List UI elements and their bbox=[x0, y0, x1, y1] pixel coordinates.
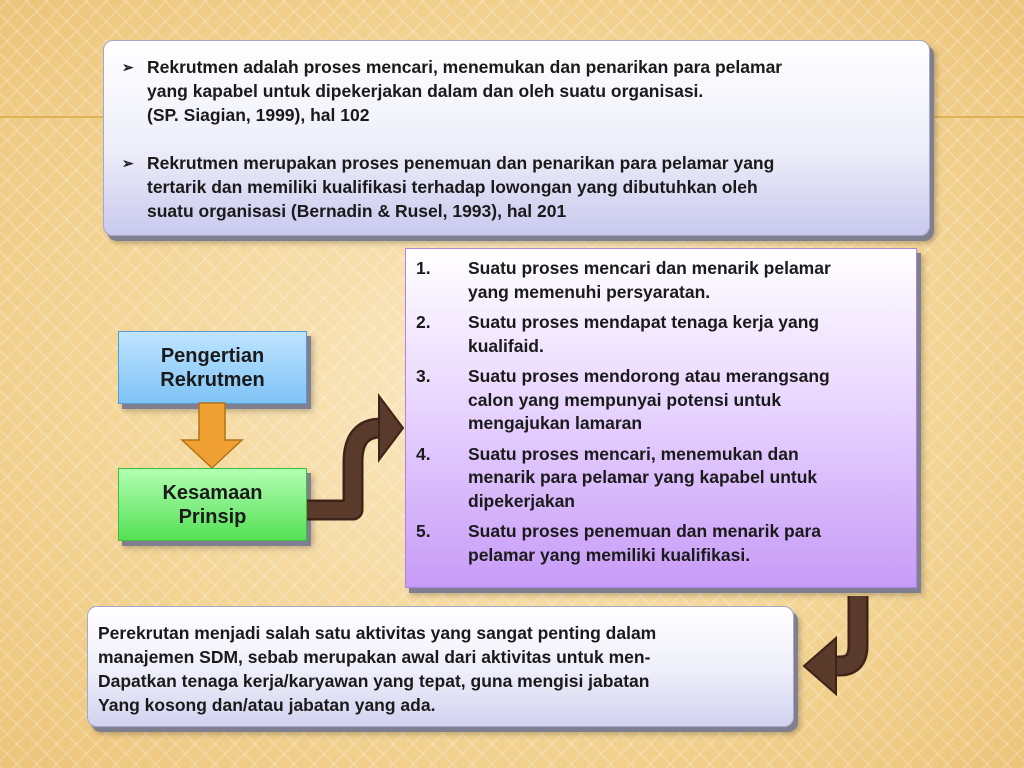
concept-label: Rekrutmen bbox=[160, 368, 265, 391]
list-item bbox=[416, 311, 906, 358]
bullet-arrow-icon: ➢ bbox=[122, 155, 134, 171]
list-item-line: menarik para pelamar yang kapabel untuk bbox=[468, 467, 818, 487]
list-item-line: pelamar yang memiliki kualifikasi. bbox=[468, 544, 751, 565]
definition-bullet bbox=[116, 55, 915, 127]
list-item-line: dipekerjakan bbox=[468, 490, 575, 511]
principles-list bbox=[405, 248, 917, 588]
curved-down-arrow-icon bbox=[800, 594, 880, 700]
principle-box bbox=[118, 468, 307, 541]
definition-line: Rekrutmen adalah proses mencari, menemukan dan penarikan para pelamar bbox=[147, 57, 783, 77]
list-item-number: 4. bbox=[416, 443, 431, 464]
definition-line: tertarik dan memiliki kualifikasi terhadap lowongan yang dibutuhkan oleh bbox=[147, 177, 758, 197]
list-item-line: mengajukan lamaran bbox=[468, 413, 643, 433]
list-item-number: 1. bbox=[416, 258, 431, 278]
conclusion-box bbox=[87, 606, 794, 727]
conclusion-line: Perekrutan menjadi salah satu aktivitas yang sangat penting dalam bbox=[98, 623, 657, 643]
definition-line: (SP. Siagian, 1999), hal 102 bbox=[147, 105, 370, 125]
list-item bbox=[416, 257, 906, 304]
list-item-line: Suatu proses mendapat tenaga kerja yang bbox=[468, 312, 820, 332]
decorative-line-right bbox=[930, 116, 1024, 118]
principle-label: Prinsip bbox=[178, 505, 247, 528]
list-item-line: calon yang mempunyai potensi untuk bbox=[468, 389, 782, 410]
list-item-number: 2. bbox=[416, 312, 431, 332]
list-item-line: Suatu proses mencari dan menarik pelamar bbox=[468, 258, 831, 278]
concept-box bbox=[118, 331, 307, 404]
list-item-number: 5. bbox=[416, 521, 431, 541]
conclusion-line: Yang kosong dan/atau jabatan yang ada. bbox=[98, 695, 436, 715]
list-item-line: Suatu proses mendorong atau merangsang bbox=[468, 366, 830, 386]
definition-box bbox=[103, 40, 930, 236]
conclusion-line: Dapatkan tenaga kerja/karyawan yang tepat, guna mengisi jabatan bbox=[98, 671, 650, 691]
list-item-line: Suatu proses penemuan dan menarik para bbox=[468, 521, 822, 541]
down-arrow-icon bbox=[180, 402, 244, 470]
list-item-line: Suatu proses mencari, menemukan dan bbox=[468, 443, 799, 464]
list-item-line: kualifaid. bbox=[468, 335, 544, 356]
concept-label: Pengertian bbox=[160, 344, 265, 367]
definition-bullet bbox=[116, 151, 915, 223]
list-item bbox=[416, 520, 906, 567]
decorative-line-left bbox=[0, 116, 103, 118]
list-item bbox=[416, 443, 906, 514]
list-item bbox=[416, 365, 906, 436]
bullet-arrow-icon: ➢ bbox=[122, 59, 134, 75]
principle-label: Kesamaan bbox=[162, 481, 263, 504]
list-item-line: yang memenuhi persyaratan. bbox=[468, 281, 711, 302]
conclusion-line: manajemen SDM, sebab merupakan awal dari aktivitas untuk men- bbox=[98, 647, 651, 667]
definition-line: yang kapabel untuk dipekerjakan dalam dan oleh suatu organisasi. bbox=[147, 81, 704, 101]
list-item-number: 3. bbox=[416, 366, 431, 386]
definition-line: Rekrutmen merupakan proses penemuan dan penarikan para pelamar yang bbox=[147, 153, 775, 173]
curved-up-arrow-icon bbox=[305, 390, 405, 525]
definition-line: suatu organisasi (Bernadin & Rusel, 1993), hal 201 bbox=[147, 201, 567, 221]
